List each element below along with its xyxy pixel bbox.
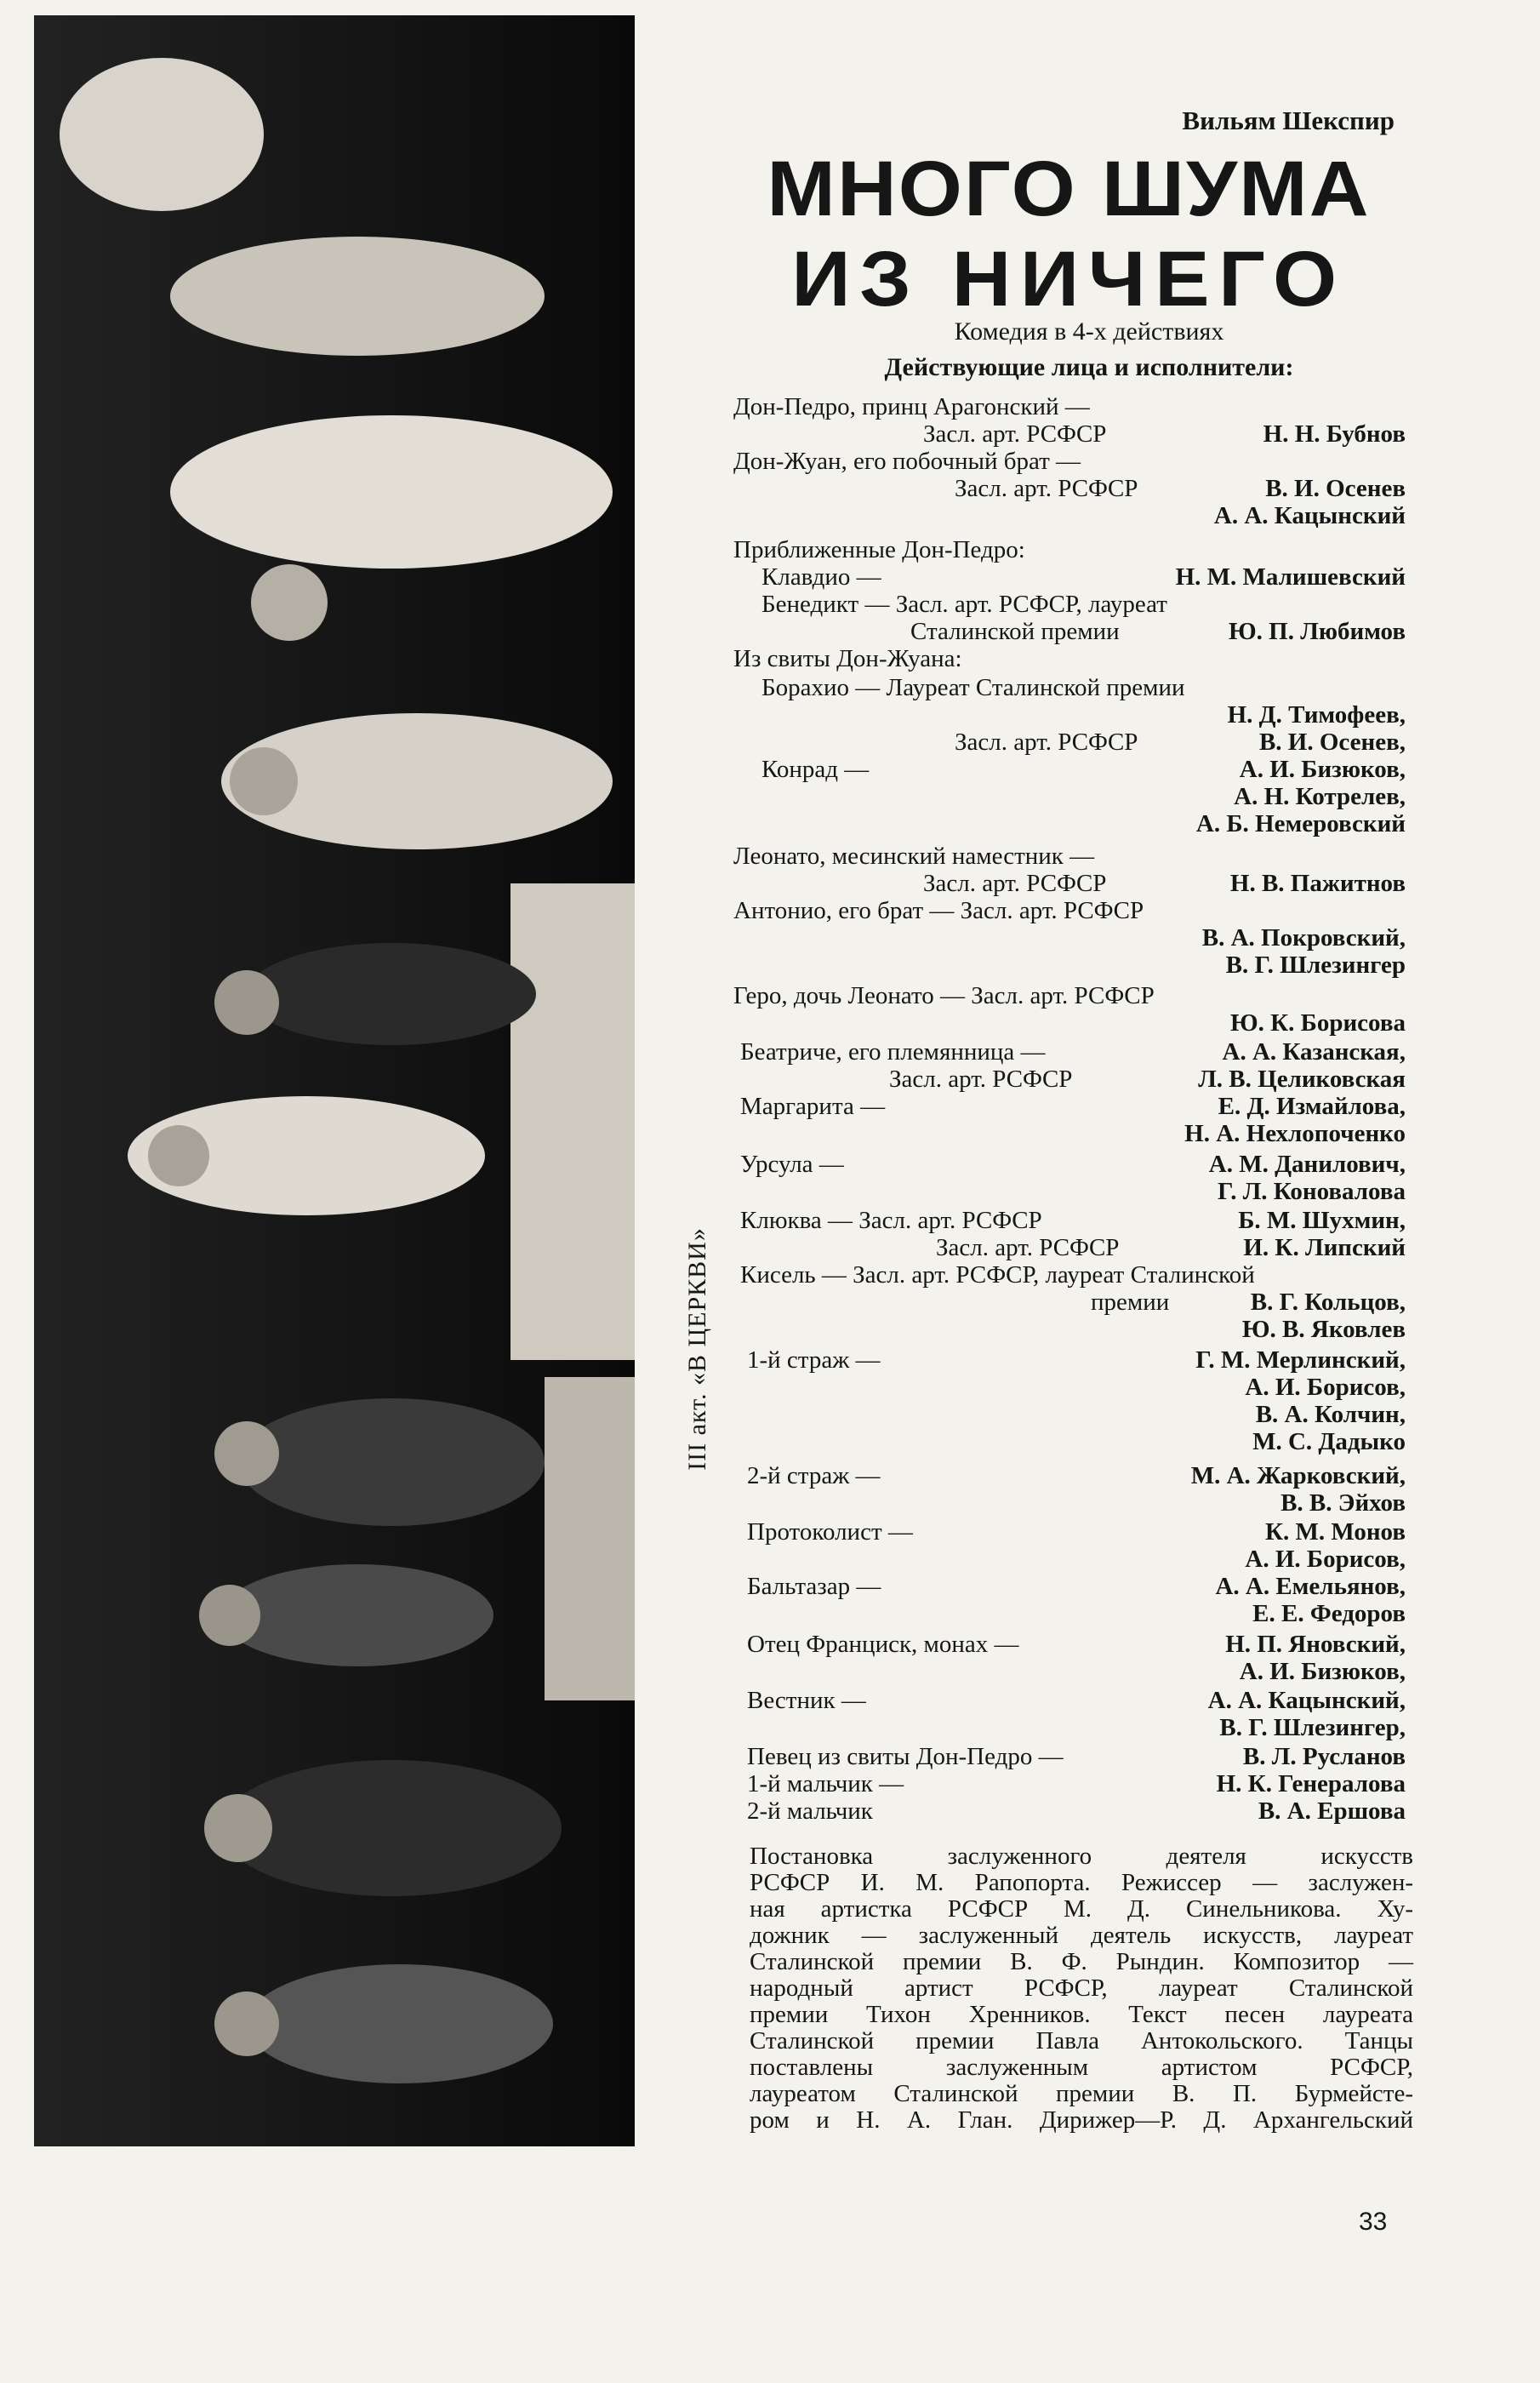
title-line-1: МНОГО ШУМА [767, 146, 1371, 232]
credits-line: ром и Н. А. Глан. Дирижер—Р. Д. Архангельский [750, 2106, 1413, 2134]
cast-performer: Ю. К. Борисова [1229, 1009, 1406, 1037]
credits-line: Сталинской премии В. Ф. Рындин. Композитор — [750, 1948, 1413, 1975]
cast-performer: А. А. Казанская, [1222, 1038, 1406, 1066]
credits-line: поставлены заслуженным артистом РСФСР, [750, 2054, 1413, 2081]
cast-role: Антонио, его брат — Засл. арт. РСФСР [733, 897, 1144, 924]
cast-performer: М. А. Жарковский, [1190, 1462, 1406, 1489]
page-number: 33 [1359, 2208, 1388, 2236]
cast-role: Приближенные Дон-Педро: [733, 536, 1025, 563]
cast-performer: В. А. Ершова [1258, 1797, 1406, 1825]
cast-role: Бенедикт — Засл. арт. РСФСР, лауреат [761, 591, 1167, 618]
cast-role: Протоколист — [747, 1518, 913, 1546]
cast-performer: Е. Д. Измайлова, [1218, 1093, 1406, 1120]
cast-performer: А. А. Кацынский, [1207, 1687, 1406, 1714]
cast-role: 2-й мальчик [747, 1797, 873, 1825]
author: Вильям Шекспир [1182, 106, 1395, 135]
cast-performer: В. А. Покровский, [1201, 924, 1406, 951]
cast-role: 1-й страж — [747, 1346, 881, 1374]
cast-role: Певец из свиты Дон-Педро — [747, 1743, 1064, 1770]
cast-role: Засл. арт. РСФСР [936, 1234, 1120, 1261]
cast-role: Геро, дочь Леонато — Засл. арт. РСФСР [733, 982, 1155, 1009]
cast-heading: Действующие лица и исполнители: [884, 353, 1294, 381]
cast-performer: В. Г. Шлезингер [1225, 951, 1406, 979]
credits-line: РСФСР И. М. Рапопорта. Режиссер — заслужен- [750, 1869, 1413, 1896]
cast-performer: Г. М. Мерлинский, [1195, 1346, 1406, 1374]
cast-performer: В. Л. Русланов [1242, 1743, 1406, 1770]
cast-role: Клюква — Засл. арт. РСФСР [740, 1207, 1042, 1234]
stage-photo-figures [34, 15, 635, 2146]
credits-line: премии Тихон Хренников. Текст песен лауреата [750, 2001, 1413, 2028]
cast-role: Сталинской премии [910, 618, 1120, 645]
stage-photo [34, 15, 635, 2146]
cast-role: Засл. арт. РСФСР [923, 870, 1107, 897]
cast-performer: А. И. Бизюков, [1239, 756, 1406, 783]
cast-performer: А. А. Емельянов, [1215, 1573, 1406, 1600]
cast-performer: Н. К. Генералова [1216, 1770, 1406, 1797]
photo-caption: III акт. «В ЦЕРКВИ» [683, 1227, 711, 1471]
cast-performer: А. И. Бизюков, [1239, 1658, 1406, 1685]
cast-role: Вестник — [747, 1687, 866, 1714]
credits-line: ная артистка РСФСР М. Д. Синельникова. Ху- [750, 1895, 1413, 1923]
cast-performer: Н. Н. Бубнов [1263, 420, 1406, 448]
credits-line: Сталинской премии Павла Антокольского. Танцы [750, 2027, 1413, 2054]
cast-role: Бальтазар — [747, 1573, 881, 1600]
production-credits [750, 1843, 1413, 2134]
cast-performer: А. А. Кацынский [1213, 502, 1406, 529]
cast-performer: Н. В. Пажитнов [1229, 870, 1406, 897]
cast-role: Борахио — Лауреат Сталинской премии [761, 674, 1185, 701]
cast-role: Засл. арт. РСФСР [955, 729, 1138, 756]
cast-role: Урсула — [740, 1151, 844, 1178]
cast-role: Конрад — [761, 756, 870, 783]
cast-performer: А. М. Данилович, [1208, 1151, 1406, 1178]
cast-performer: В. И. Осенев, [1258, 729, 1406, 756]
cast-role: Маргарита — [740, 1093, 886, 1120]
cast-performer: Ю. В. Яковлев [1241, 1316, 1406, 1343]
cast-performer: В. И. Осенев [1265, 475, 1406, 502]
cast-role: Дон-Жуан, его побочный брат — [733, 448, 1081, 475]
cast-role: Отец Франциск, монах — [747, 1631, 1019, 1658]
cast-performer: В. Г. Шлезингер, [1219, 1714, 1406, 1741]
cast-performer: Н. М. Малишевский [1175, 563, 1406, 591]
cast-role: Из свиты Дон-Жуана: [733, 645, 962, 672]
cast-performer: А. Б. Немеровский [1195, 810, 1406, 837]
cast-role: Засл. арт. РСФСР [923, 420, 1107, 448]
cast-performer: В. В. Эйхов [1280, 1489, 1406, 1517]
cast-role: Леонато, месинский наместник — [733, 843, 1095, 870]
cast-performer: Л. В. Целиковская [1198, 1066, 1406, 1093]
cast-role: 1-й мальчик — [747, 1770, 904, 1797]
cast-role: Засл. арт. РСФСР [889, 1066, 1073, 1093]
cast-role: Кисель — Засл. арт. РСФСР, лауреат Сталинской [740, 1261, 1255, 1289]
cast-performer: Е. Е. Федоров [1252, 1600, 1406, 1627]
cast-role: Дон-Педро, принц Арагонский — [733, 393, 1090, 420]
credits-line: народный артист РСФСР, лауреат Сталинской [750, 1974, 1413, 2002]
cast-performer: И. К. Липский [1243, 1234, 1406, 1261]
cast-role: Засл. арт. РСФСР [955, 475, 1138, 502]
cast-performer: К. М. Монов [1264, 1518, 1406, 1546]
cast-performer: А. Н. Котрелев, [1234, 783, 1406, 810]
cast-role: премии [1091, 1289, 1170, 1316]
subtitle: Комедия в 4-х действиях [954, 317, 1224, 346]
credits-line: лауреатом Сталинской премии В. П. Бурмейсте- [750, 2080, 1413, 2107]
cast-role: 2-й страж — [747, 1462, 881, 1489]
cast-performer: Н. А. Нехлопоченко [1184, 1120, 1406, 1147]
cast-performer: А. И. Борисов, [1245, 1374, 1406, 1401]
cast-performer: Г. Л. Коновалова [1218, 1178, 1406, 1205]
credits-line: Постановка заслуженного деятеля искусств [750, 1843, 1413, 1870]
cast-role: Клавдио — [761, 563, 881, 591]
cast-performer: Н. Д. Тимофеев, [1227, 701, 1406, 729]
cast-performer: М. С. Дадыко [1252, 1428, 1406, 1455]
cast-performer: Н. П. Яновский, [1225, 1631, 1406, 1658]
cast-performer: Ю. П. Любимов [1229, 618, 1406, 645]
cast-performer: В. Г. Кольцов, [1250, 1289, 1406, 1316]
cast-performer: Б. М. Шухмин, [1238, 1207, 1406, 1234]
credits-line: дожник — заслуженный деятель искусств, лауреат [750, 1922, 1413, 1949]
cast-role: Беатриче, его племянница — [740, 1038, 1046, 1066]
cast-performer: А. И. Борисов, [1245, 1546, 1406, 1573]
cast-performer: В. А. Колчин, [1255, 1401, 1406, 1428]
title-line-2: ИЗ НИЧЕГО [791, 236, 1346, 323]
